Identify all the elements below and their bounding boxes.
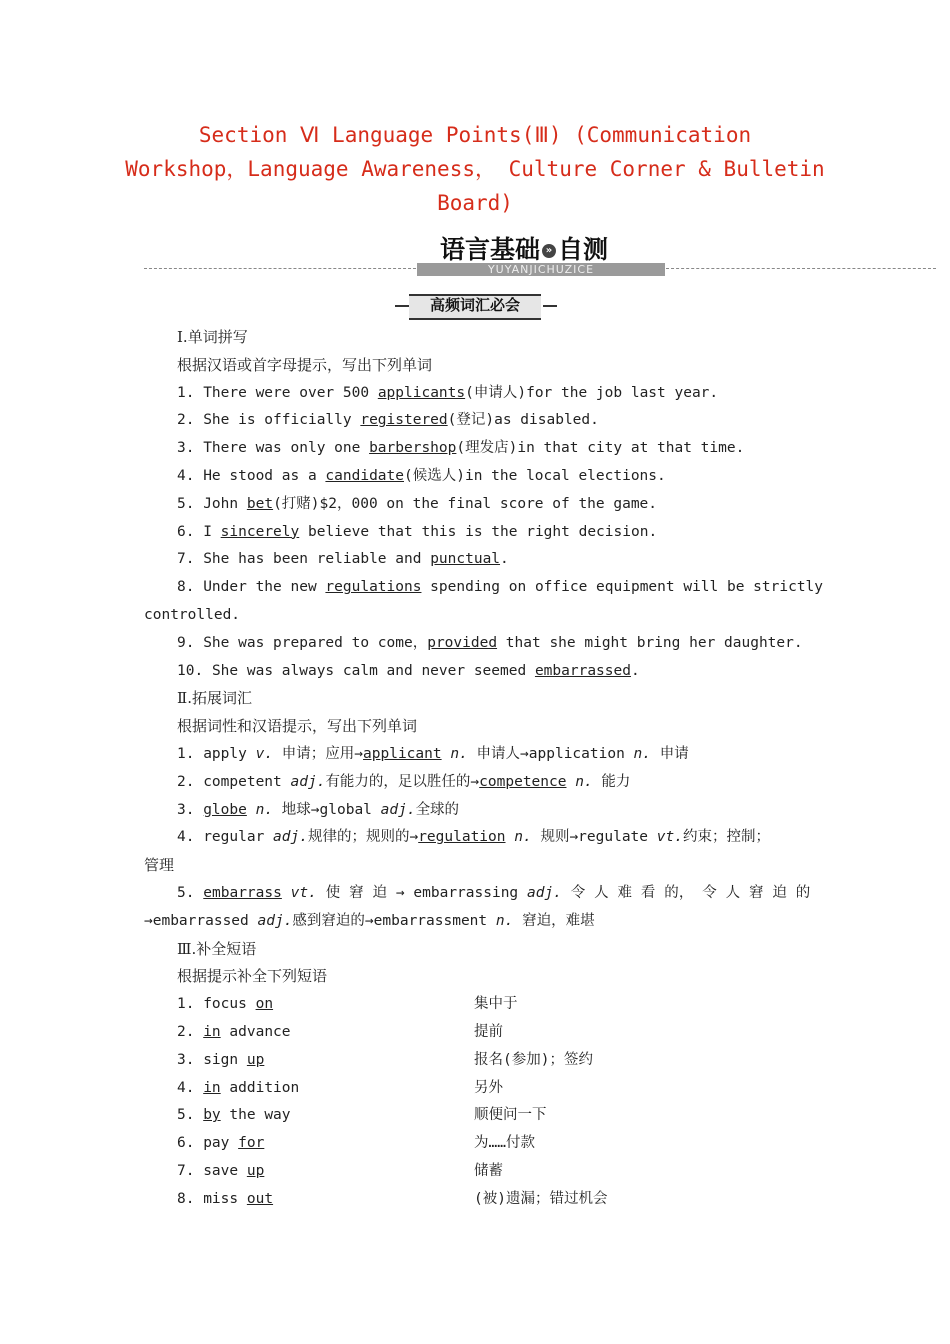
- item-text: [566, 774, 575, 790]
- item-number: 4.: [177, 829, 195, 846]
- item-number: 2.: [177, 412, 195, 429]
- item-text: John: [203, 495, 247, 512]
- item-text: 迫: [772, 884, 787, 901]
- phrase-row: [144, 1130, 810, 1158]
- phrase-meaning: 报名(参加)；签约: [474, 1051, 593, 1068]
- list-item-continuation: controlled.: [144, 606, 241, 623]
- item-text: 全球的: [415, 801, 460, 818]
- list-item: [144, 741, 810, 769]
- subheading-text: 高频词汇必会: [429, 296, 520, 314]
- item-number: 8.: [177, 1190, 195, 1207]
- item-text: 人: [594, 884, 609, 901]
- item-text: embarrassing: [413, 884, 519, 901]
- list-item: [144, 574, 824, 602]
- part-of-speech: adj.: [290, 773, 326, 790]
- answer: in: [203, 1079, 221, 1096]
- item-text: addition: [220, 1079, 300, 1096]
- part-of-speech: adj.: [273, 829, 308, 846]
- answer: provided: [427, 634, 498, 651]
- item-text: believe that this is the right decision.: [299, 523, 658, 540]
- subheading-rule-left: [395, 305, 409, 307]
- item-text: Under the new: [203, 579, 326, 596]
- part-of-speech: n.: [495, 912, 514, 929]
- item-number: 7.: [177, 1162, 195, 1179]
- item-number: 5.: [177, 884, 195, 901]
- answer: in: [203, 1023, 221, 1040]
- item-text: 人: [725, 884, 741, 901]
- list-item: [144, 880, 810, 908]
- answer: applicants: [377, 384, 466, 401]
- phrase-meaning: 另外: [474, 1079, 503, 1096]
- item-text: that she might bring her daughter.: [497, 634, 803, 651]
- answer: up: [246, 1162, 265, 1179]
- title-line-1: Section Ⅵ Language Points(Ⅲ) (Communication: [198, 123, 752, 147]
- item-text: (打赌)$2，000 on the final score of the game.: [273, 495, 658, 512]
- part-of-speech: vt.: [290, 884, 317, 901]
- title-line-3: Board): [437, 191, 513, 215]
- part-of-speech: vt.: [656, 829, 683, 846]
- answer: embarrass: [203, 884, 282, 901]
- item-number: 3.: [177, 1051, 195, 1068]
- banner-divider-left: [144, 268, 416, 269]
- item-text: 难: [617, 884, 633, 901]
- item-text: 规则→regulate: [531, 829, 657, 846]
- item-text: 看: [640, 884, 656, 901]
- item-text: advance: [220, 1023, 291, 1040]
- item-text: 令: [570, 884, 586, 901]
- phrase-row: [144, 991, 810, 1019]
- item-text: 申请: [651, 745, 689, 762]
- item-text: 申请；应用→: [273, 745, 364, 762]
- item-text: There was only one: [203, 440, 370, 457]
- item-text: miss: [203, 1190, 247, 1207]
- item-text: .: [500, 551, 509, 568]
- subheading: [395, 294, 557, 318]
- list-item: [144, 519, 810, 547]
- banner-heading: [440, 230, 608, 266]
- banner-heading-right: 自测: [558, 235, 609, 264]
- item-number: 8.: [177, 579, 195, 596]
- item-text: sign: [203, 1051, 247, 1068]
- section-banner: [0, 228, 950, 280]
- list-item: [144, 769, 810, 797]
- item-text: She was prepared to come，: [203, 634, 428, 651]
- item-text: 约束；控制；: [682, 829, 770, 846]
- item-text: 窘: [749, 884, 764, 901]
- item-text: 窘迫，难堪: [513, 912, 595, 929]
- item-text: focus: [203, 996, 256, 1013]
- answer: bet: [246, 495, 274, 512]
- section3-heading: Ⅲ.补全短语: [177, 939, 257, 958]
- item-text: 有能力的，足以胜任的→: [325, 773, 480, 790]
- item-text: [247, 802, 256, 818]
- list-item-continuation: 管理: [144, 856, 175, 875]
- item-number: 6.: [177, 1135, 195, 1152]
- item-text: (理发店)in that city at that time.: [456, 440, 745, 457]
- answer: regulation: [418, 829, 506, 846]
- answer: sincerely: [220, 523, 300, 540]
- phrase-meaning: 集中于: [474, 996, 518, 1013]
- answer: for: [238, 1135, 265, 1152]
- exercise-content: [144, 324, 824, 1214]
- phrase-row: [144, 1075, 810, 1103]
- answer: by: [203, 1107, 221, 1124]
- item-text: (登记)as disabled.: [447, 412, 599, 429]
- list-item: [144, 491, 810, 519]
- item-text: I: [203, 523, 221, 540]
- answer: punctual: [430, 551, 501, 568]
- answer: globe: [203, 801, 247, 818]
- item-text: (申请人)for the job last year.: [465, 384, 719, 401]
- phrase-row: [144, 1158, 810, 1186]
- list-item: [144, 463, 810, 491]
- item-number: 1.: [177, 745, 195, 762]
- phrase-meaning: 为……付款: [474, 1135, 535, 1152]
- item-number: 7.: [177, 551, 195, 568]
- chevron-right-icon: »: [542, 244, 556, 258]
- item-number: 5.: [177, 495, 195, 512]
- item-number: 2.: [177, 773, 195, 790]
- phrase-row: [144, 1186, 810, 1214]
- list-item-continuation: [144, 908, 810, 936]
- item-number: 1.: [177, 996, 195, 1013]
- item-text: apply: [203, 745, 256, 762]
- phrase-meaning: 提前: [474, 1023, 503, 1040]
- list-item: [144, 407, 810, 435]
- item-text: 规律的；规则的→: [307, 829, 419, 846]
- list-item: [144, 546, 810, 574]
- section1-heading: Ⅰ.单词拼写: [177, 328, 248, 346]
- phrase-meaning: (被)遗漏；错过机会: [474, 1190, 608, 1207]
- item-text: spending on office equipment will be strictly: [421, 579, 824, 596]
- answer: applicant: [363, 745, 442, 762]
- answer: registered: [360, 412, 448, 429]
- page-title: [0, 118, 950, 220]
- item-text: 窘: [349, 884, 364, 901]
- section2-instruction: 根据词性和汉语提示，写出下列单词: [177, 717, 418, 736]
- list-item: [144, 380, 810, 408]
- item-text: 感到窘迫的→embarrassment: [292, 912, 496, 929]
- item-text: .: [630, 662, 640, 679]
- item-number: 3.: [177, 440, 195, 457]
- item-text: 申请人→application: [467, 745, 634, 762]
- answer: embarrassed: [534, 662, 631, 679]
- list-item: [144, 797, 810, 825]
- item-text: She has been reliable and: [203, 551, 431, 568]
- list-item: [144, 630, 810, 658]
- phrase-row: [144, 1047, 810, 1075]
- item-text: pay: [203, 1135, 239, 1152]
- banner-pinyin: YUYANJICHUZICE: [487, 263, 595, 276]
- item-text: →embarrassed: [144, 912, 258, 929]
- item-number: 4.: [177, 1079, 195, 1096]
- item-text: 的: [795, 884, 811, 901]
- item-number: 1.: [177, 384, 195, 401]
- answer: regulations: [325, 579, 422, 596]
- answer: candidate: [325, 467, 404, 484]
- list-item: [144, 824, 810, 852]
- phrase-meaning: 储蓄: [474, 1162, 503, 1179]
- item-number: 3.: [177, 801, 195, 818]
- part-of-speech: adj.: [380, 801, 416, 818]
- banner-divider-right: [666, 268, 936, 269]
- item-text: There were over 500: [203, 384, 378, 401]
- item-text: [506, 829, 515, 845]
- item-text: 地球→global: [273, 801, 381, 818]
- item-number: 9.: [177, 634, 195, 651]
- banner-heading-left: 语言基础: [440, 235, 541, 264]
- item-text: (候选人)in the local elections.: [404, 467, 666, 484]
- list-item: [144, 658, 810, 686]
- item-text: She was always calm and never seemed: [211, 662, 535, 679]
- item-text: competent: [203, 773, 291, 790]
- answer: barbershop: [369, 440, 457, 457]
- answer: competence: [479, 773, 567, 790]
- part-of-speech: n.: [255, 801, 274, 818]
- item-text: →: [395, 884, 405, 901]
- item-text: He stood as a: [203, 467, 326, 484]
- list-item: [144, 435, 810, 463]
- subheading-rule-right: [543, 305, 557, 307]
- part-of-speech: n.: [575, 773, 593, 790]
- phrase-row: [144, 1102, 810, 1130]
- item-text: 的，: [664, 884, 694, 901]
- answer: out: [246, 1190, 274, 1207]
- item-text: 迫: [372, 884, 388, 901]
- item-number: 6.: [177, 523, 195, 540]
- part-of-speech: adj.: [257, 912, 293, 929]
- section2-heading: Ⅱ.拓展词汇: [177, 689, 252, 708]
- item-text: She is officially: [203, 412, 361, 429]
- item-text: save: [203, 1162, 247, 1179]
- answer: on: [255, 996, 274, 1013]
- item-text: regular: [203, 829, 274, 846]
- item-number: 2.: [177, 1023, 195, 1040]
- item-number: 4.: [177, 467, 195, 484]
- item-number: 5.: [177, 1107, 195, 1124]
- phrase-meaning: 顺便问一下: [474, 1107, 547, 1124]
- part-of-speech: n.: [450, 745, 468, 762]
- section1-instruction: 根据汉语或首字母提示，写出下列单词: [177, 355, 433, 374]
- part-of-speech: adj.: [526, 884, 562, 901]
- item-number: 10.: [177, 662, 204, 679]
- item-text: 令: [702, 884, 717, 901]
- part-of-speech: n.: [514, 829, 532, 846]
- title-line-2: Workshop，Language Awareness， Culture Corner & Bulletin: [125, 157, 825, 181]
- answer: up: [246, 1051, 265, 1068]
- item-text: 使: [325, 884, 341, 901]
- item-text: the way: [220, 1107, 291, 1124]
- phrase-row: [144, 1019, 810, 1047]
- section3-instruction: 根据提示补全下列短语: [177, 967, 328, 986]
- item-text: 能力: [592, 773, 631, 790]
- part-of-speech: n.: [633, 745, 651, 762]
- part-of-speech: v.: [255, 745, 274, 762]
